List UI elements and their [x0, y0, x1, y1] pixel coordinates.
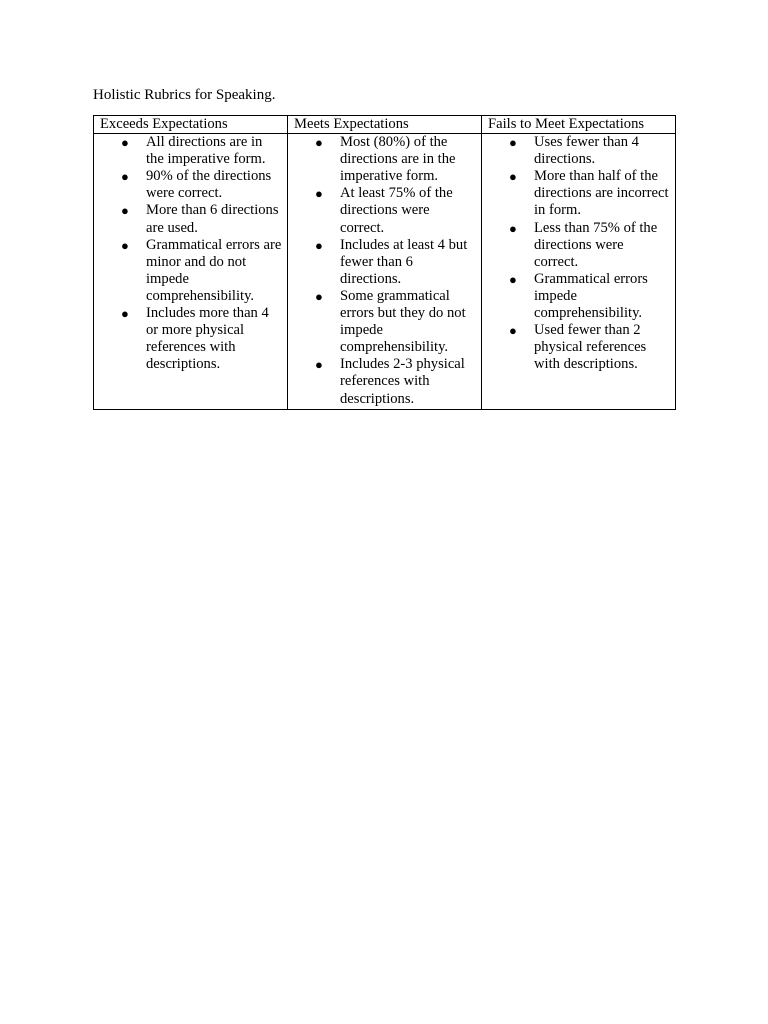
criteria-item [94, 134, 285, 168]
rubric-table [93, 115, 676, 410]
criteria-text: More than 6 directions are used. [146, 202, 279, 236]
criteria-item [482, 271, 673, 322]
bullet-icon: ● [121, 203, 129, 219]
rubric-header-row [94, 116, 676, 134]
bullet-icon: ● [509, 271, 517, 287]
document-title: Holistic Rubrics for Speaking. [93, 87, 276, 103]
bullet-icon: ● [121, 237, 129, 253]
criteria-text: Grammatical errors are minor and do not impede comprehensibility. [146, 236, 282, 304]
criteria-text: At least 75% of the directions were correct. [340, 185, 453, 236]
criteria-text: Uses fewer than 4 directions. [534, 134, 639, 168]
criteria-text: Includes more than 4 or more physical references with descriptions. [146, 305, 269, 373]
criteria-list-fails [482, 134, 673, 373]
criteria-item [482, 168, 673, 219]
criteria-item [94, 202, 285, 236]
criteria-item [482, 220, 673, 271]
column-header-meets: Meets Expectations [288, 116, 482, 134]
column-header-fails: Fails to Meet Expectations [482, 116, 676, 134]
bullet-icon: ● [509, 135, 517, 151]
criteria-text: Grammatical errors impede comprehensibility. [534, 270, 648, 322]
criteria-item [94, 305, 285, 373]
criteria-item [288, 237, 479, 288]
criteria-text: All directions are in the imperative form. [146, 134, 266, 168]
criteria-text: Some grammatical errors but they do not impede comprehensibility. [340, 287, 466, 356]
column-header-exceeds: Exceeds Expectations [94, 116, 288, 134]
criteria-text: Used fewer than 2 physical references with descriptions. [534, 322, 647, 373]
bullet-icon: ● [121, 306, 129, 322]
criteria-item [288, 185, 479, 236]
bullet-icon: ● [315, 288, 323, 304]
criteria-item [288, 134, 479, 185]
criteria-text: Most (80%) of the directions are in the imperative form. [340, 134, 456, 185]
bullet-icon: ● [315, 357, 323, 373]
bullet-icon: ● [315, 135, 323, 151]
criteria-item [482, 134, 673, 168]
criteria-cell-exceeds [94, 134, 288, 410]
bullet-icon: ● [121, 135, 129, 151]
criteria-item [482, 322, 673, 373]
bullet-icon: ● [509, 323, 517, 339]
criteria-list-meets [288, 134, 479, 408]
criteria-text: Includes at least 4 but fewer than 6 directions. [340, 236, 468, 287]
bullet-icon: ● [509, 169, 517, 185]
criteria-text: More than half of the directions are incorrect in form. [534, 168, 669, 219]
criteria-text: 90% of the directions were correct. [146, 168, 272, 202]
rubric-criteria-row [94, 134, 676, 410]
criteria-cell-fails [482, 134, 676, 410]
criteria-cell-meets [288, 134, 482, 410]
bullet-icon: ● [315, 186, 323, 202]
bullet-icon: ● [121, 169, 129, 185]
criteria-text: Less than 75% of the directions were correct. [534, 219, 658, 270]
bullet-icon: ● [315, 237, 323, 253]
criteria-text: Includes 2-3 physical references with descriptions. [340, 356, 465, 407]
criteria-item [288, 356, 479, 407]
criteria-item [288, 288, 479, 356]
criteria-item [94, 237, 285, 305]
criteria-list-exceeds [94, 134, 285, 373]
criteria-item [94, 168, 285, 202]
bullet-icon: ● [509, 220, 517, 236]
